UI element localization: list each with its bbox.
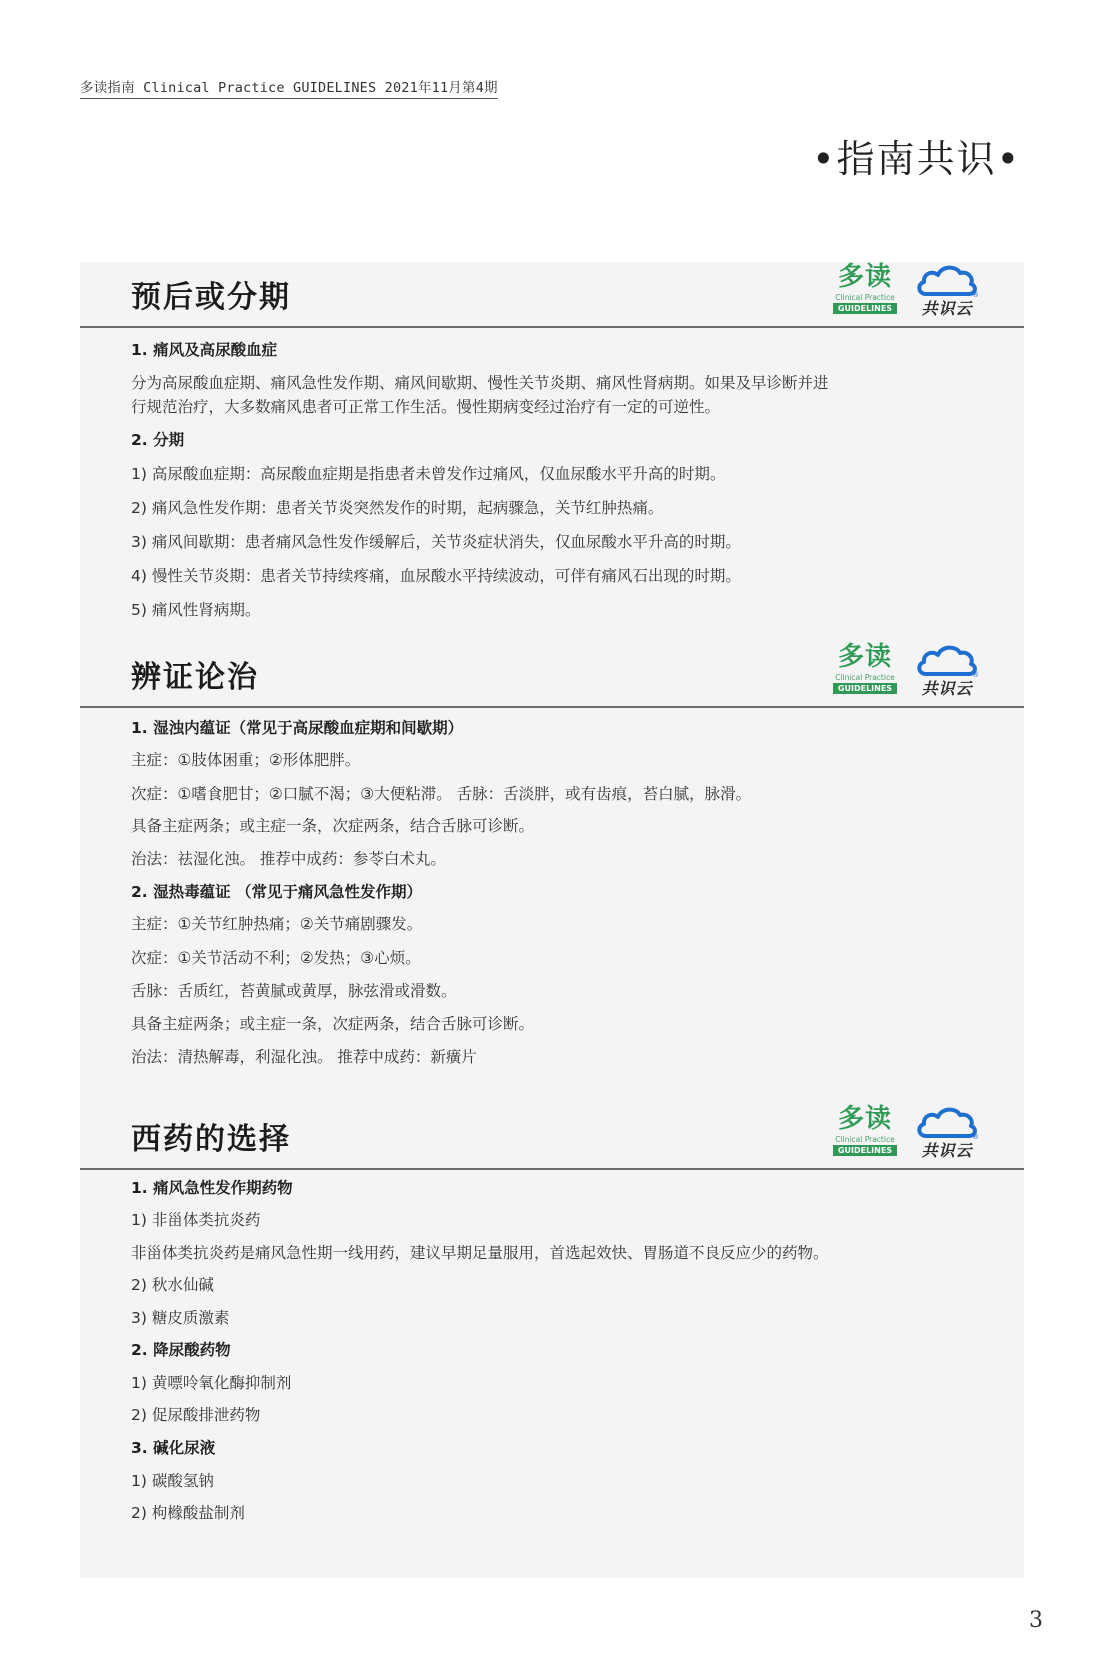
line: 具备主症两条；或主症一条，次症两条，结合舌脉可诊断。: [131, 817, 535, 835]
line: 3) 糖皮质激素: [131, 1309, 230, 1327]
page-number: 3: [1029, 1608, 1043, 1633]
section-western-medicine: [80, 1104, 1024, 1578]
brand-clinical-practice: Clinical Practice: [835, 293, 895, 302]
line: 1. 痛风急性发作期药物: [131, 1179, 293, 1197]
line: 1) 碳酸氢钠: [131, 1472, 214, 1490]
line: 1) 高尿酸血症期：高尿酸血症期是指患者未曾发作过痛风，仅血尿酸水平升高的时期。: [131, 465, 726, 483]
line: 2) 枸橼酸盐制剂: [131, 1504, 245, 1522]
line: 具备主症两条；或主症一条，次症两条，结合舌脉可诊断。: [131, 1015, 535, 1033]
line: 2) 秋水仙碱: [131, 1276, 214, 1294]
cloud-icon: [916, 644, 978, 678]
line: 2) 促尿酸排泄药物: [131, 1406, 261, 1424]
section-title: 西药的选择: [131, 1122, 291, 1157]
cloud-icon: [916, 264, 978, 298]
section-header: [80, 642, 1024, 708]
brand-duodu-logo: 多读: [837, 642, 892, 672]
brand-gongshiyun: 共识云: [921, 679, 973, 698]
line: 5) 痛风性肾病期。: [131, 601, 261, 619]
line: 1) 黄嘌呤氧化酶抑制剂: [131, 1374, 292, 1392]
line: 2. 降尿酸药物: [131, 1341, 231, 1359]
section-syndrome-treatment: [80, 642, 1024, 1082]
section-prognosis: [80, 262, 1024, 642]
section-title: 辨证论治: [131, 660, 259, 695]
brand-guidelines: GUIDELINES: [833, 683, 897, 694]
line: 1) 非甾体类抗炎药: [131, 1211, 261, 1229]
running-head: 多读指南 Clinical Practice GUIDELINES 2021年11月第4期: [80, 76, 498, 99]
section-header: [80, 262, 1024, 328]
brand-duodu-logo: 多读: [837, 1104, 892, 1134]
line: 行规范治疗，大多数痛风患者可正常工作生活。慢性期病变经过治疗有一定的可逆性。: [131, 398, 721, 416]
line: 3. 碱化尿液: [131, 1439, 216, 1457]
line: 治法：祛湿化浊。 推荐中成药：参苓白术丸。: [131, 850, 446, 868]
brand-duodu-logo: 多读: [837, 262, 892, 292]
registered-mark: ®: [972, 291, 979, 299]
line: 主症：①关节红肿热痛；②关节痛剧骤发。: [131, 915, 423, 933]
brand-logo: [832, 1104, 982, 1162]
section-title: 预后或分期: [131, 280, 291, 315]
line: 3) 痛风间歇期：患者痛风急性发作缓解后，关节炎症状消失，仅血尿酸水平升高的时期。: [131, 533, 741, 551]
column-tag: •指南共识•: [812, 137, 1021, 181]
line: 2. 湿热毒蕴证 （常见于痛风急性发作期）: [131, 883, 422, 901]
brand-guidelines: GUIDELINES: [833, 1145, 897, 1156]
line: 1. 湿浊内蕴证（常见于高尿酸血症期和间歇期）: [131, 719, 464, 737]
line: 分为高尿酸血症期、痛风急性发作期、痛风间歇期、慢性关节炎期、痛风性肾病期。如果及早诊断并进: [131, 374, 829, 392]
brand-logo: [832, 262, 982, 320]
registered-mark: ®: [972, 671, 979, 679]
brand-gongshiyun: 共识云: [921, 299, 973, 318]
line: 2) 痛风急性发作期：患者关节炎突然发作的时期，起病骤急，关节红肿热痛。: [131, 499, 664, 517]
line: 次症：①嗜食肥甘；②口腻不渴；③大便粘滞。 舌脉：舌淡胖，或有齿痕，苔白腻，脉滑。: [131, 785, 752, 803]
brand-clinical-practice: Clinical Practice: [835, 1135, 895, 1144]
line: 非甾体类抗炎药是痛风急性期一线用药，建议早期足量服用，首选起效快、胃肠道不良反应少的药物。: [131, 1244, 829, 1262]
brand-logo: [832, 642, 982, 700]
brand-clinical-practice: Clinical Practice: [835, 673, 895, 682]
cloud-icon: [916, 1106, 978, 1140]
line: 主症：①肢体困重；②形体肥胖。: [131, 751, 361, 769]
line: 舌脉：舌质红，苔黄腻或黄厚，脉弦滑或滑数。: [131, 982, 457, 1000]
line: 次症：①关节活动不利；②发热；③心烦。: [131, 949, 421, 967]
section-header: [80, 1104, 1024, 1170]
brand-guidelines: GUIDELINES: [833, 303, 897, 314]
line: 2. 分期: [131, 431, 185, 449]
line: 4) 慢性关节炎期：患者关节持续疼痛，血尿酸水平持续波动，可伴有痛风石出现的时期。: [131, 567, 741, 585]
brand-gongshiyun: 共识云: [921, 1141, 973, 1160]
registered-mark: ®: [972, 1133, 979, 1141]
content-panel: [80, 262, 1024, 1578]
line: 治法：清热解毒，利湿化浊。 推荐中成药：新癀片: [131, 1048, 477, 1066]
line: 1. 痛风及高尿酸血症: [131, 341, 278, 359]
